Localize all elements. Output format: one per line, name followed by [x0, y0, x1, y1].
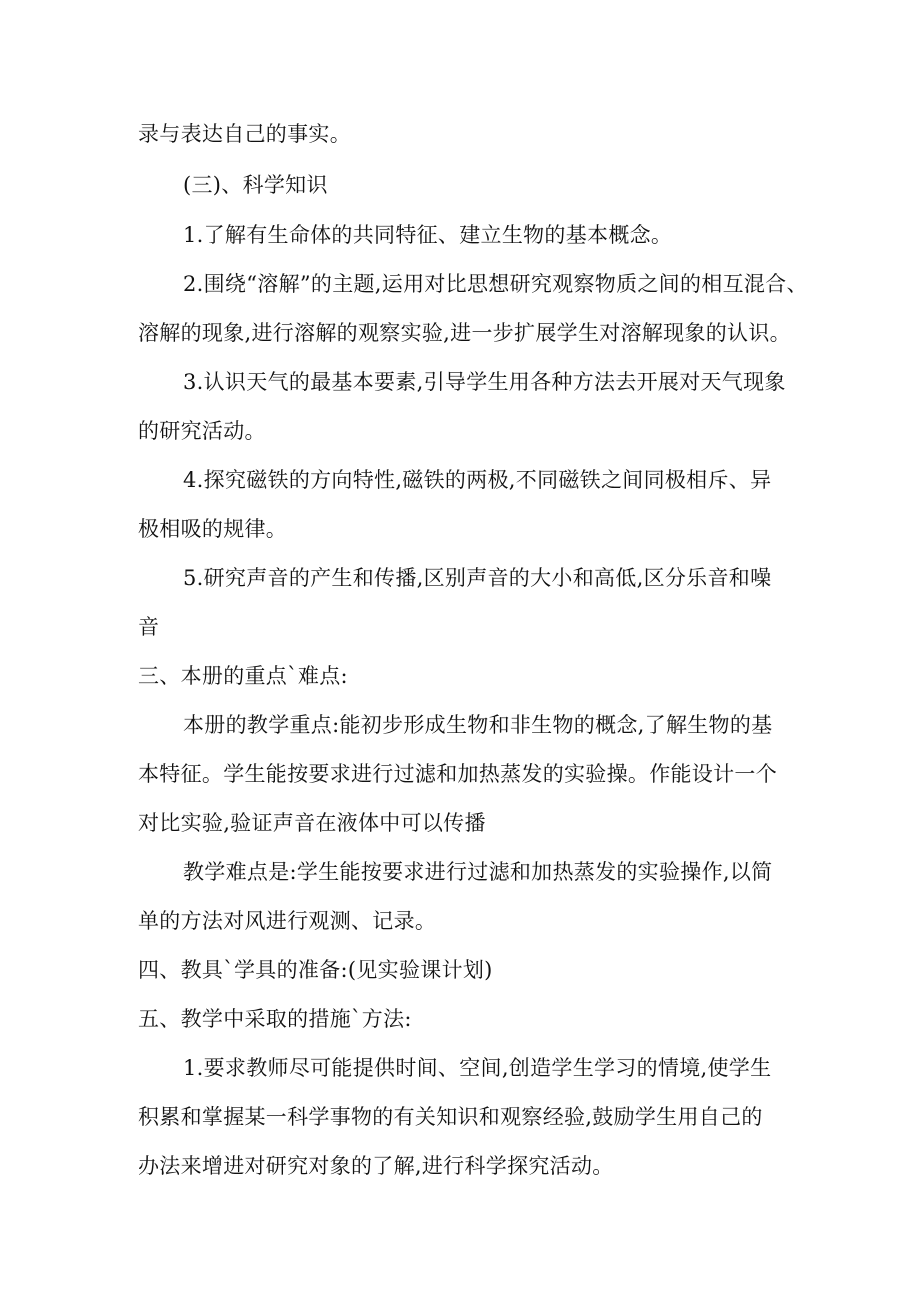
paragraph-line: 1.了解有生命体的共同特征、建立生物的基本概念。	[183, 223, 673, 247]
paragraph-line: 单的方法对风进行观测、记录。	[138, 909, 437, 933]
paragraph-line: 积累和掌握某一科学事物的有关知识和观察经验,鼓励学生用自己的	[138, 1105, 763, 1129]
paragraph-line: 办法来增进对研究对象的了解,进行科学探究活动。	[138, 1154, 614, 1178]
paragraph-line: 3.认识天气的最基本要素,引导学生用各种方法去开展对天气现象	[183, 370, 786, 394]
paragraph-line: 极相吸的规律。	[138, 517, 288, 541]
paragraph-line: 5.研究声音的产生和传播,区别声音的大小和高低,区分乐音和噪	[183, 566, 772, 590]
paragraph-line: 本册的教学重点:能初步形成生物和非生物的概念,了解生物的基	[183, 713, 773, 737]
paragraph-line: 2.围绕“溶解”的主题,运用对比思想研究观察物质之间的相互混合、	[183, 272, 808, 296]
paragraph-line: 本特征。学生能按要求进行过滤和加热蒸发的实验操。作能设计一个	[138, 762, 777, 786]
section-heading: (三)、科学知识	[183, 173, 328, 197]
paragraph-line: 1.要求教师尽可能提供时间、空间,创造学生学习的情境,使学生	[183, 1056, 772, 1080]
section-heading: 五、教学中采取的措施`方法:	[138, 1007, 412, 1031]
paragraph-line: 对比实验,验证声音在液体中可以传播	[138, 811, 486, 835]
paragraph-line: 录与表达自己的事实。	[138, 122, 351, 146]
section-heading: 四、教具`学具的准备:(见实验课计划)	[138, 958, 493, 982]
paragraph-line: 教学难点是:学生能按要求进行过滤和加热蒸发的实验操作,以简	[183, 860, 773, 884]
paragraph-line: 4.探究磁铁的方向特性,磁铁的两极,不同磁铁之间同极相斥、异	[183, 468, 772, 492]
paragraph-line: 音	[138, 615, 160, 639]
paragraph-line: 溶解的现象,进行溶解的观察实验,进一步扩展学生对溶解现象的认识。	[138, 321, 791, 345]
paragraph-line: 的研究活动。	[138, 419, 266, 443]
section-heading: 三、本册的重点`难点:	[138, 664, 348, 688]
